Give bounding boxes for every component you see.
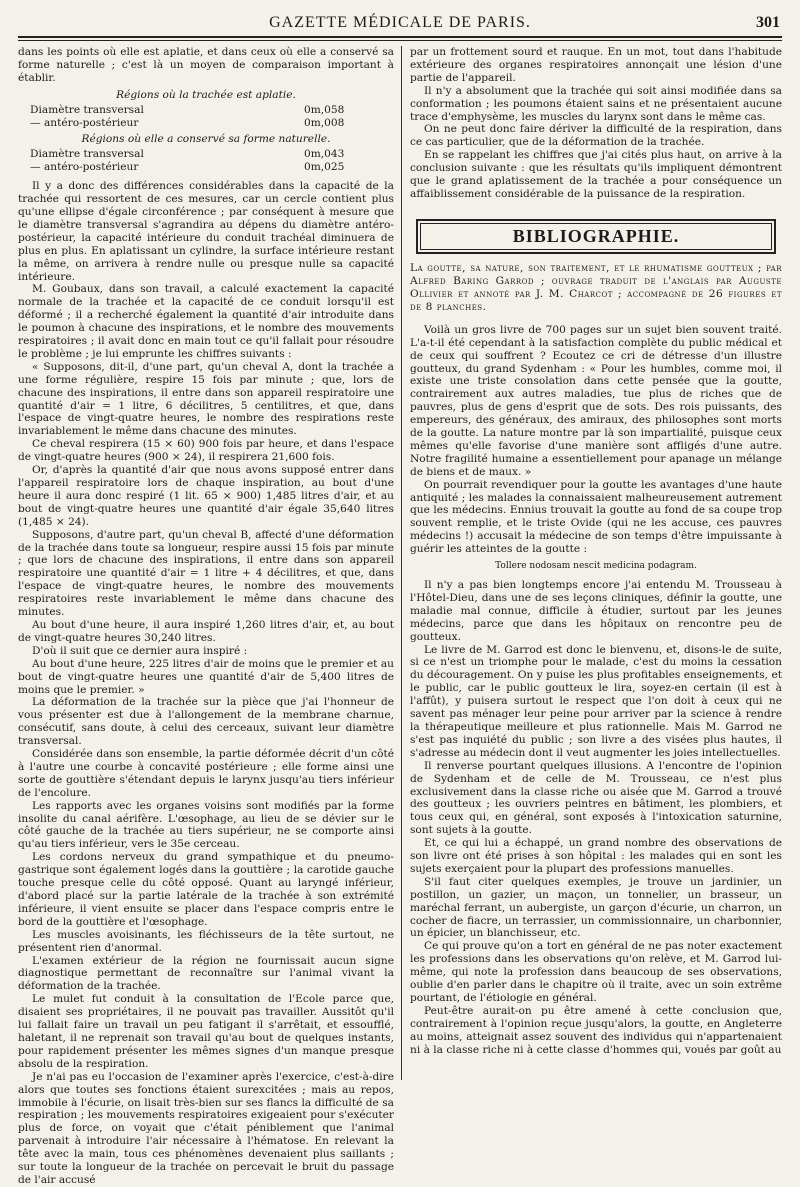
measurement-label: Diamètre transversal <box>30 103 144 116</box>
measurement-row <box>18 104 394 117</box>
paragraph: Or, d'après la quantité d'air que nous avons supposé entrer dans l'appareil respiratoire lors de chaque inspiration, au bout d'une heure il aura donc respiré (1 lit. 65 × 900) 1,485 litres d'air, et au bout de vingt-quatre heures une quantité d'air égale 35,640 litres (1,485 × 24). <box>18 464 394 528</box>
page-header <box>18 10 782 36</box>
measurement-label: Diamètre transversal <box>30 148 144 161</box>
measurement-label: — antéro-postérieur <box>30 161 139 174</box>
measurement-row <box>18 161 394 174</box>
book-title <box>410 262 782 314</box>
paragraph: Au bout d'une heure, il aura inspiré 1,260 litres d'air, et, au bout de vingt-quatre heures 30,240 litres. <box>18 618 394 644</box>
paragraph: Le livre de M. Garrod est donc le bienvenu, et, disons-le de suite, si ce n'est un triomphe pour le malade, c'est du moins la cessation du découragement. On y puise les plus profitables enseignements, et le public, car le public goutteux le lira, soyez-en certain (il est à l'affût), y puisera surtout le respect que l'on doit à ceux qui ne savent pas ménager leur peine pour arriver par la science à rendre la thérapeutique meilleure et plus rationnelle. Mais M. Garrod ne s'est pas inquiété du public ; son livre a des visées plus hautes, il s'adresse au médecin dont il veut augmenter les joies intellectuelles. <box>410 643 782 759</box>
paragraph: Il y a donc des différences considérables dans la capacité de la trachée qui ressortent de ces mesures, car un cercle contient plus qu'une ellipse d'égale circonférence ; par conséquent à mesure que le diamètre transversal s'agrandira au dépens du diamètre antéro-postérieur, la capacité intérieure du conduit trachéal diminuera de plus en plus. En aplatissant un cylindre, la surface intérieure restant la même, on arrivera à rendre nulle ou presque nulle sa capacité intérieure. <box>18 180 394 283</box>
paragraph: « Supposons, dit-il, d'une part, qu'un cheval A, dont la trachée a une forme régulière, respire 15 fois par minute ; que, lors de chacune des inspirations, il entre dans son appareil respiratoire une quantité d'air = 1 litre, 6 décilitres, 5 centilitres, et que, dans l'espace de vingt-quatre heures, le nombre des respirations reste invariablement le même dans chacune des minutes. <box>18 360 394 438</box>
header-rule-thin <box>18 40 782 41</box>
newspaper-page <box>18 10 782 1186</box>
paragraph: Voilà un gros livre de 700 pages sur un sujet bien souvent traité. L'a-t-il été cependant à la satisfaction complète du public médical et de ceux qui souffrent ? Ecoutez ce cri de détresse d'un illustre goutteux, du grand Sydenham : « Pour les humbles, comme moi, il existe une triste consolation dans cette pensée que la goutte, contrairement aux autres maladies, tue plus de riches que de pauvres, plus de gens d'esprit que de sots. Des rois puissants, des empereurs, des généraux, des amiraux, des philosophes sont morts de la goutte. La nature montre par là son impartialité, puisque ceux mêmes qu'elle favorise d'une manière sont affligés d'une autre. Notre fragilité humaine a essentiellement pour apanage un mélange de biens et de maux. » <box>410 323 782 478</box>
paragraph: Considérée dans son ensemble, la partie déformée décrit d'un côté à l'autre une courbe à concavité postérieure ; elle forme ainsi une sorte de gouttière s'étendant depuis le larynx jusqu'au tiers inférieur de l'encolure. <box>18 748 394 799</box>
section-title: BIBLIOGRAPHIE. <box>420 223 772 250</box>
paragraph: Il n'y a pas bien longtemps encore j'ai entendu M. Trousseau à l'Hôtel-Dieu, dans une de ses leçons cliniques, définir la goutte, une maladie mal connue, difficile à étudier, surtout par les jeunes médecins, parce que dans les hôpitaux on rencontre peu de goutteux. <box>410 579 782 643</box>
paragraph: On ne peut donc faire dériver la difficulté de la respiration, dans ce cas particulier, que de la déformation de la trachée. <box>410 123 782 149</box>
paragraph: La déformation de la trachée sur la pièce que j'ai l'honneur de vous présenter est due à l'allongement de la membrane charnue, consécutif, sans doute, à celui des cerceaux, suivant leur diamètre transversal. <box>18 696 394 748</box>
paragraph: Ce cheval respirera (15 × 60) 900 fois par heure, et dans l'espace de vingt-quatre heures (900 × 24), il respirera 21,600 fois. <box>18 438 394 464</box>
book-title-text: La goutte, sa nature, son traitement, et le rhumatisme goutteux ; par Alfred Baring Garrod ; ouvrage traduit de l'anglais par Auguste Ollivier et annoté par J. M. Charcot ; accompagné de 26 figures et de 8 planches. <box>410 261 782 313</box>
paragraph: On pourrait revendiquer pour la goutte les avantages d'une haute antiquité ; les malades la connaissaient malheureusement autrement que les médecins. Ennius trouvait la goutte au fond de sa coupe trop souvent remplie, et le triste Ovide (qui ne les accuse, ces pauvres médecins !) accusait la médecine de son temps d'être impuissante à guérir les atteintes de la goutte : <box>410 478 782 556</box>
section-title-box <box>416 219 776 254</box>
paragraph: Au bout d'une heure, 225 litres d'air de moins que le premier et au bout de vingt-quatre heures une quantité d'air de 5,400 litres de moins que le premier. » <box>18 657 394 696</box>
paragraph: par un frottement sourd et rauque. En un mot, tout dans l'habitude extérieure des organes respiratoires annonçait une lésion d'une partie de l'appareil. <box>410 46 782 84</box>
paragraph: dans les points où elle est aplatie, et dans ceux où elle a conservé sa forme naturelle ; c'est là un moyen de comparaison important à établir. <box>18 46 394 84</box>
paragraph: M. Goubaux, dans son travail, a calculé exactement la capacité normale de la trachée et la capacité de ce conduit lorsqu'il est déformé ; il a recherché également la quantité d'air introduite dans le poumon à chacune des inspirations, et le nombre des mouvements respiratoires ; il avait donc en main tout ce qu'il fallait pour résoudre le problème ; je lui emprunte les chiffres suivants : <box>18 283 394 360</box>
right-column <box>410 46 782 1080</box>
paragraph: Les muscles avoisinants, les fléchisseurs de la tête surtout, ne présentent rien d'anormal. <box>18 928 394 954</box>
subheading: Régions où la trachée est aplatie. <box>116 88 296 101</box>
measurement-value: 0m,008 <box>304 116 345 129</box>
paragraph: Peut-être aurait-on pu être amené à cette conclusion que, contrairement à l'opinion reçue jusqu'alors, la goutte, en Angleterre au moins, atteignait assez souvent des individus qui n'appartenaient ni à la classe riche ni à cette classe d'hommes qui, voués par goût au <box>410 1004 782 1056</box>
article-columns <box>18 46 782 1186</box>
header-rule <box>18 36 782 38</box>
latin-quote: Tollere nodosam nescit medicina podagram. <box>495 561 697 572</box>
measurement-value: 0m,025 <box>304 161 345 174</box>
paragraph: Et, ce qui lui a échappé, un grand nombre des observations de son livre ont été prises à son hôpital : les malades qui en sont les sujets exerçaient pour la plupart des professions manuelles. <box>410 837 782 875</box>
measurement-value: 0m,058 <box>304 103 345 116</box>
page-number: 301 <box>756 14 780 31</box>
journal-title: GAZETTE MÉDICALE DE PARIS. <box>269 14 531 31</box>
paragraph: Il renverse pourtant quelques illusions. A l'encontre de l'opinion de Sydenham et de celle de M. Trousseau, ce n'est plus exclusivement dans la classe riche ou aisée que M. Garrod a trouvé des goutteux ; les ouvriers peintres en bâtiment, les plombiers, et tous ceux qui, en général, sont exposés à l'intoxication saturnine, sont sujets à la goutte. <box>410 759 782 837</box>
paragraph: Ce qui prouve qu'on a tort en général de ne pas noter exactement les professions dans les observations qu'on relève, et M. Garrod lui-même, qui note la profession dans beaucoup de ses observations, oublie d'en parler dans le chapitre où il traite, avec un soin extrême pourtant, de l'étiologie en général. <box>410 940 782 1004</box>
left-column <box>18 46 394 1186</box>
paragraph: L'examen extérieur de la région ne fournissait aucun signe diagnostique permettant de reconnaître sur l'animal vivant la déformation de la trachée. <box>18 954 394 993</box>
paragraph: D'où il suit que ce dernier aura inspiré : <box>32 644 248 657</box>
column-divider <box>401 46 402 1080</box>
paragraph: Je n'ai pas eu l'occasion de l'examiner après l'exercice, c'est-à-dire alors que toutes ses fonctions étaient surexcitées ; mais au repos, immobile à l'écurie, on lisait très-bien sur ses flancs la difficulté de sa respiration ; les mouvements respiratoires exigeaient pour s'exécuter plus de force, on voyait que c'était péniblement que l'animal parvenait à introduire l'air nécessaire à l'hématose. En relevant la tête avec la main, tous ces phénomènes devenaient plus saillants ; sur toute la longueur de la trachée on percevait le bruit du passage de l'air accusé <box>18 1070 394 1186</box>
measurement-row <box>18 148 394 161</box>
subheading: Régions où elle a conservé sa forme naturelle. <box>81 133 331 146</box>
paragraph: S'il faut citer quelques exemples, je trouve un jardinier, un postillon, un gazier, un maçon, un tonnelier, un brasseur, un maréchal ferrant, un aubergiste, un garçon d'écurie, un charron, un cocher de fiacre, un terrassier, un commissionnaire, un charbonnier, un épicier, un blanchisseur, etc. <box>410 875 782 940</box>
paragraph: Les rapports avec les organes voisins sont modifiés par la forme insolite du canal aérifère. L'œsophage, au lieu de se dévier sur le côté gauche de la trachée au tiers supérieur, ne se comporte ainsi qu'au tiers inférieur, vers le 35e cerceau. <box>18 799 394 851</box>
measurement-label: — antéro-postérieur <box>30 116 139 129</box>
paragraph: Supposons, d'autre part, qu'un cheval B, affecté d'une déformation de la trachée dans toute sa longueur, respire aussi 15 fois par minute ; que lors de chacune des inspirations, il entre dans son appareil respiratoire une quantité d'air = 1 litre + 4 décilitres, et que, dans l'espace de vingt-quatre heures, le nombre des mouvements respiratoires reste invariablement le même dans chacune des minutes. <box>18 528 394 619</box>
measurement-row <box>18 117 394 130</box>
paragraph: Les cordons nerveux du grand sympathique et du pneumo-gastrique sont également logés dans la gouttière ; la carotide gauche touche presque celle du côté opposé. Quant au laryngé inférieur, d'abord placé sur la partie latérale de la trachée à son extrémité inférieure, il vient ensuite se placer dans l'espace compris entre le bord de la gouttière et l'œsophage. <box>18 851 394 928</box>
measurement-value: 0m,043 <box>304 148 345 161</box>
paragraph: Le mulet fut conduit à la consultation de l'Ecole parce que, disaient ses propriétaires, il ne pouvait pas travailler. Aussitôt qu'il lui fallait faire un travail un peu fatigant il s'arrêtait, et essoufflé, haletant, il ne reprenait son travail qu'au bout de quelques instants, pour rapidement présenter les mêmes signes d'un manque presque absolu de la respiration. <box>18 993 394 1070</box>
paragraph: Il n'y a absolument que la trachée qui soit ainsi modifiée dans sa conformation ; les poumons étaient sains et ne présentaient aucune trace d'emphysème, les muscles du larynx sont dans le même cas. <box>410 84 782 123</box>
paragraph: En se rappelant les chiffres que j'ai cités plus haut, on arrive à la conclusion suivante : que les résultats qu'ils impliquent démontrent que le grand aplatissement de la trachée a pour conséquence un affaiblissement considérable de la puissance de la respiration. <box>410 149 782 200</box>
